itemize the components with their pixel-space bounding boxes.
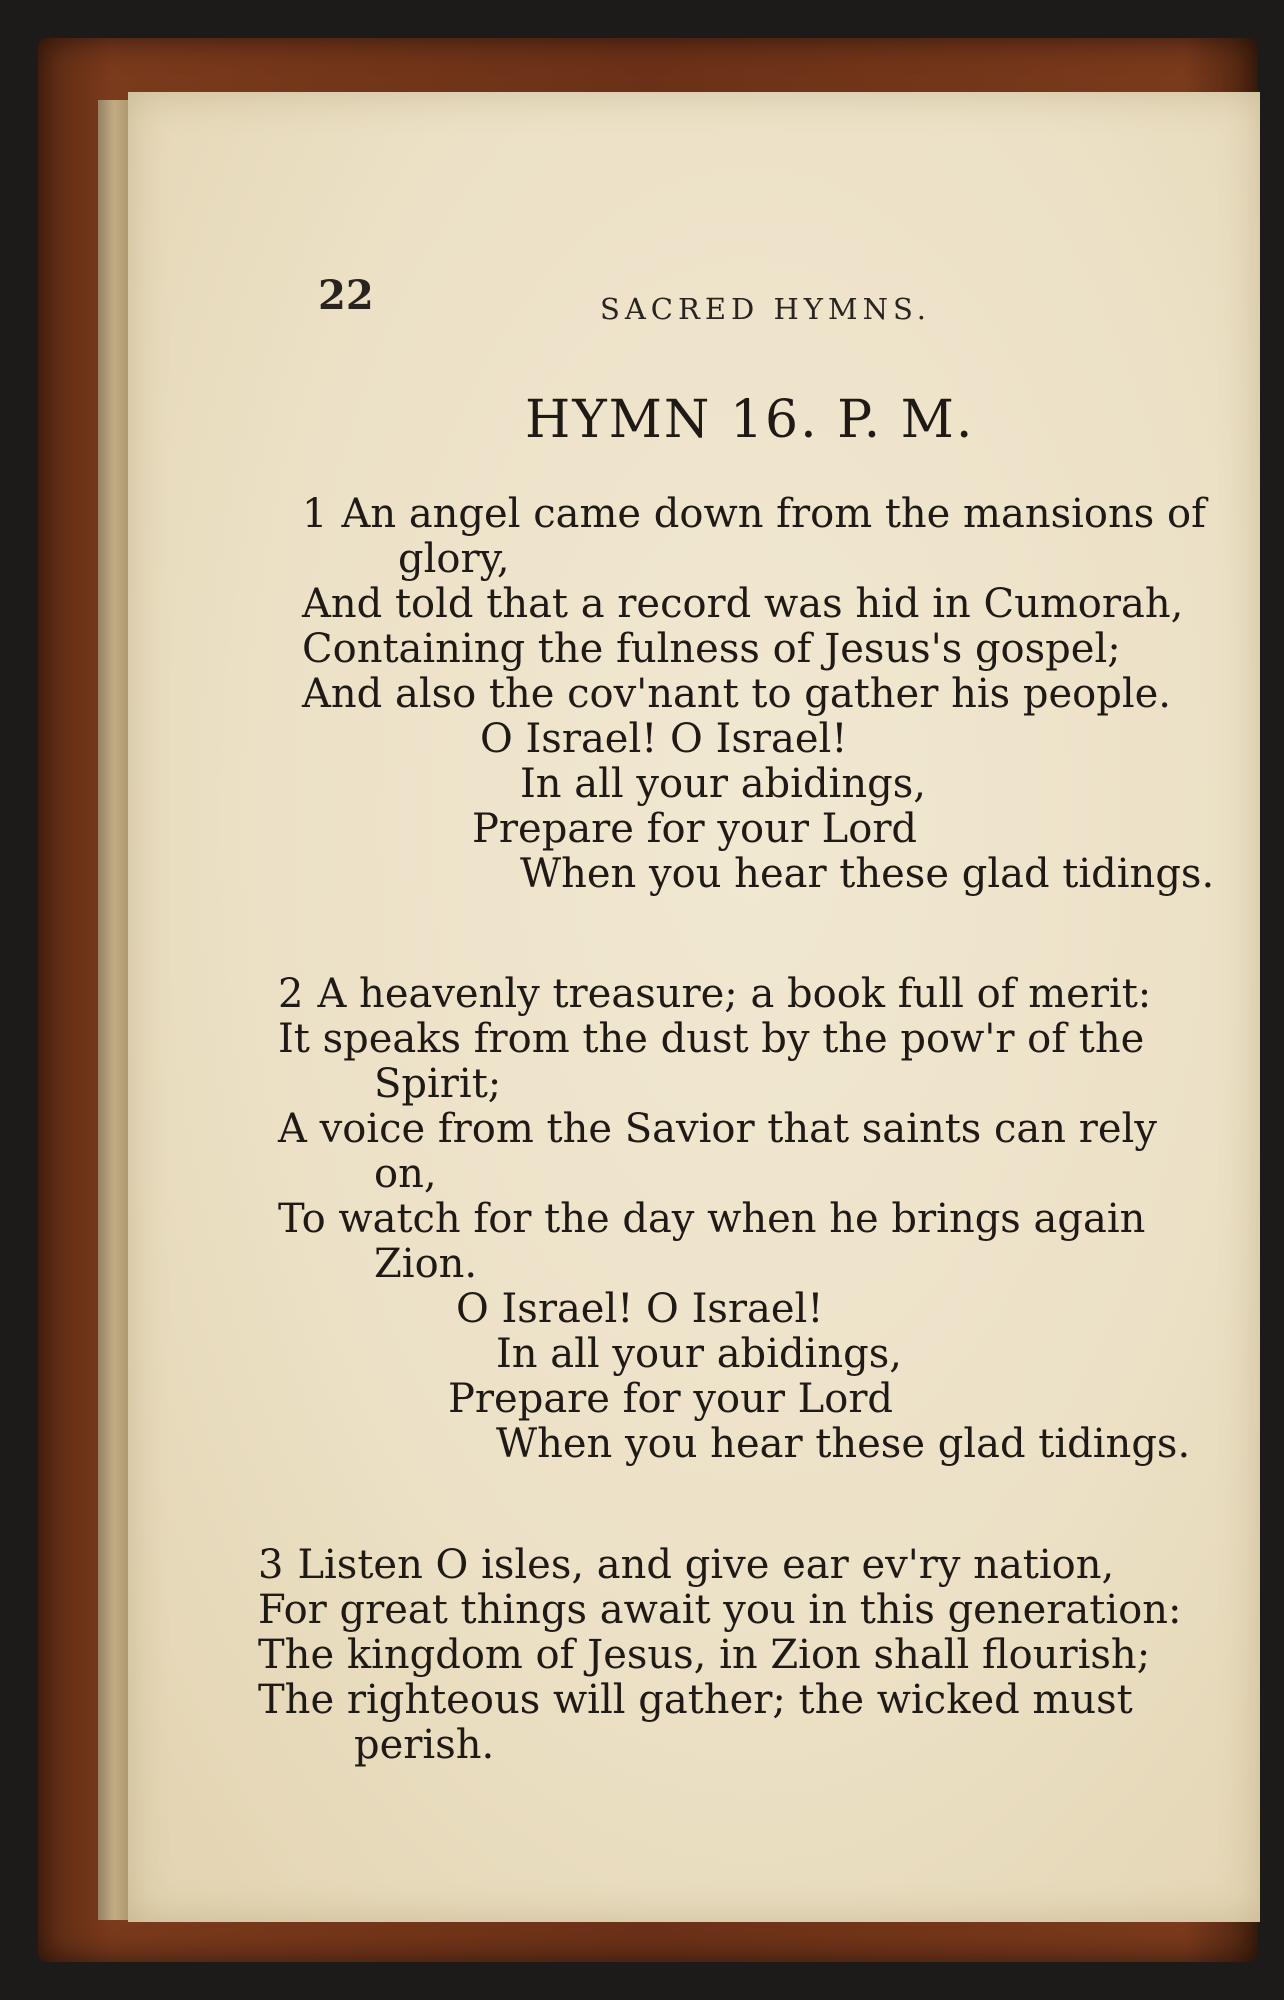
chorus-line: Prepare for your Lord [472,806,918,852]
chorus-line: O Israel! O Israel! [480,716,848,762]
chorus-line: O Israel! O Israel! [456,1286,824,1332]
chorus-line: In all your abidings, [496,1331,902,1377]
verse-line: on, [374,1151,437,1197]
stanza-2 [278,972,1190,1467]
verse-line: And told that a record was hid in Cumorah, [302,581,1184,627]
stanza-number: 2 [278,971,304,1017]
stanza-1 [302,492,1214,897]
verse-line: perish. [354,1722,495,1768]
chorus-line: Prepare for your Lord [448,1376,894,1422]
verse-line: To watch for the day when he brings again [278,1196,1146,1242]
chorus-line: When you hear these glad tidings. [520,851,1215,897]
stanza-number: 3 [258,1542,284,1588]
verse-line: 3 Listen O isles, and give ear ev'ry nation, [258,1542,1115,1588]
verse-line: It speaks from the dust by the pow'r of the [278,1016,1145,1062]
chorus-line: When you hear these glad tidings. [496,1421,1191,1467]
verse-line: A voice from the Savior that saints can rely [278,1106,1157,1152]
chorus-line: In all your abidings, [520,761,926,807]
verse-line: 1 An angel came down from the mansions of [302,491,1206,537]
verse-line: The righteous will gather; the wicked must [258,1677,1133,1723]
stanza-3 [258,1543,1181,1768]
stanza-number: 1 [302,491,328,537]
page-number: 22 [318,272,374,319]
verse-line: And also the cov'nant to gather his people. [302,671,1172,717]
verse-line: Containing the fulness of Jesus's gospel; [302,626,1121,672]
hymn-title: HYMN 16. P. M. [525,390,975,450]
running-head: SACRED HYMNS. [600,292,932,326]
verse-line: glory, [398,536,510,582]
verse-line: 2 A heavenly treasure; a book full of merit: [278,971,1152,1017]
verse-line: Zion. [374,1241,478,1287]
verse-line: The kingdom of Jesus, in Zion shall flourish; [258,1632,1151,1678]
verse-line: Spirit; [374,1061,502,1107]
verse-line: For great things await you in this generation: [258,1587,1182,1633]
